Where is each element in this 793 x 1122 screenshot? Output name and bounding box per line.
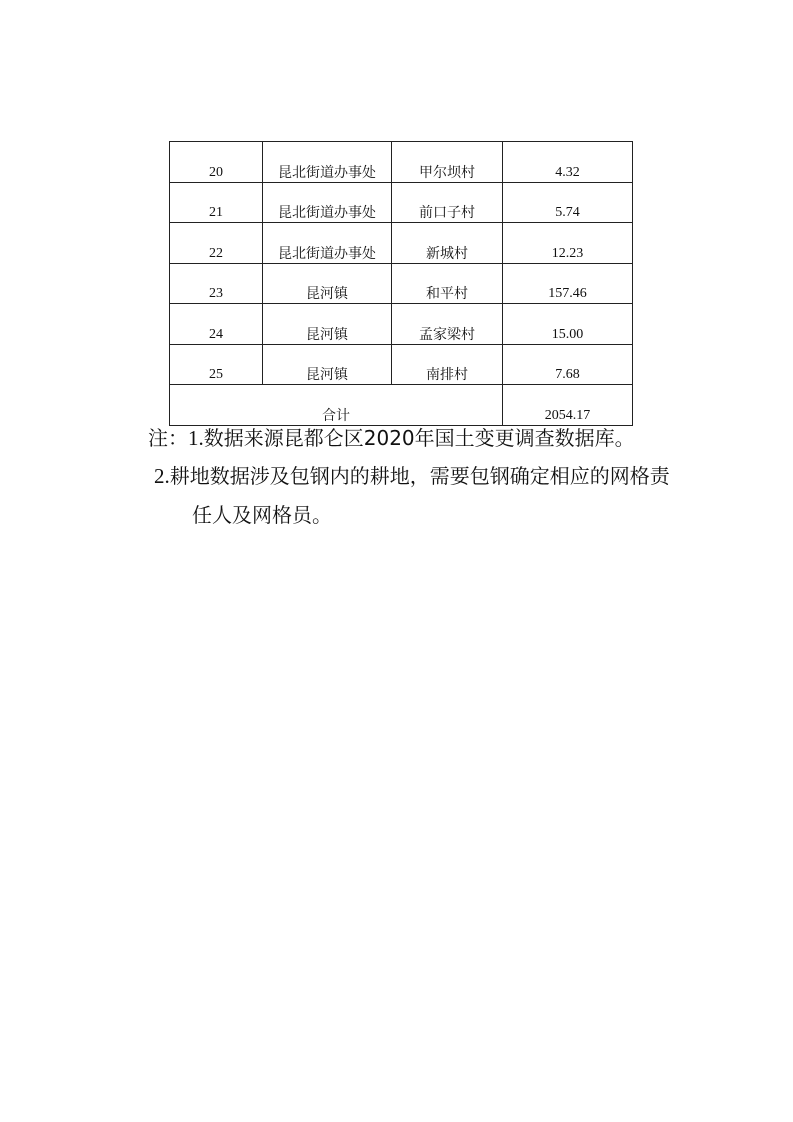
area-value: 5.74 bbox=[503, 182, 633, 223]
note-2-number: 2. bbox=[154, 464, 170, 488]
row-number: 23 bbox=[170, 263, 263, 304]
row-number: 21 bbox=[170, 182, 263, 223]
total-label: 合计 bbox=[170, 385, 503, 426]
area-value: 7.68 bbox=[503, 344, 633, 385]
village-name: 甲尔坝村 bbox=[392, 142, 503, 183]
town-name: 昆河镇 bbox=[263, 304, 392, 345]
town-name: 昆北街道办事处 bbox=[263, 142, 392, 183]
row-number: 20 bbox=[170, 142, 263, 183]
note-1-number: 1. bbox=[188, 426, 204, 450]
total-value: 2054.17 bbox=[503, 385, 633, 426]
village-name: 前口子村 bbox=[392, 182, 503, 223]
town-name: 昆河镇 bbox=[263, 344, 392, 385]
area-value: 157.46 bbox=[503, 263, 633, 304]
row-number: 22 bbox=[170, 223, 263, 264]
village-name: 和平村 bbox=[392, 263, 503, 304]
note-2-continuation: 任人及网格员。 bbox=[192, 503, 332, 527]
note-1-text: 数据来源昆都仑区2020年国土变更调查数据库。 bbox=[203, 426, 635, 450]
town-name: 昆河镇 bbox=[263, 263, 392, 304]
note-1 bbox=[148, 424, 635, 452]
note-prefix: 注： bbox=[148, 426, 188, 450]
village-name: 孟家梁村 bbox=[392, 304, 503, 345]
town-name: 昆北街道办事处 bbox=[263, 182, 392, 223]
village-name: 南排村 bbox=[392, 344, 503, 385]
row-number: 25 bbox=[170, 344, 263, 385]
note-2-text: 耕地数据涉及包钢内的耕地，需要包钢确定相应的网格责 bbox=[169, 464, 670, 488]
note-2 bbox=[154, 462, 670, 490]
town-name: 昆北街道办事处 bbox=[263, 223, 392, 264]
area-value: 12.23 bbox=[503, 223, 633, 264]
row-number: 24 bbox=[170, 304, 263, 345]
area-value: 4.32 bbox=[503, 142, 633, 183]
area-value: 15.00 bbox=[503, 304, 633, 345]
village-name: 新城村 bbox=[392, 223, 503, 264]
